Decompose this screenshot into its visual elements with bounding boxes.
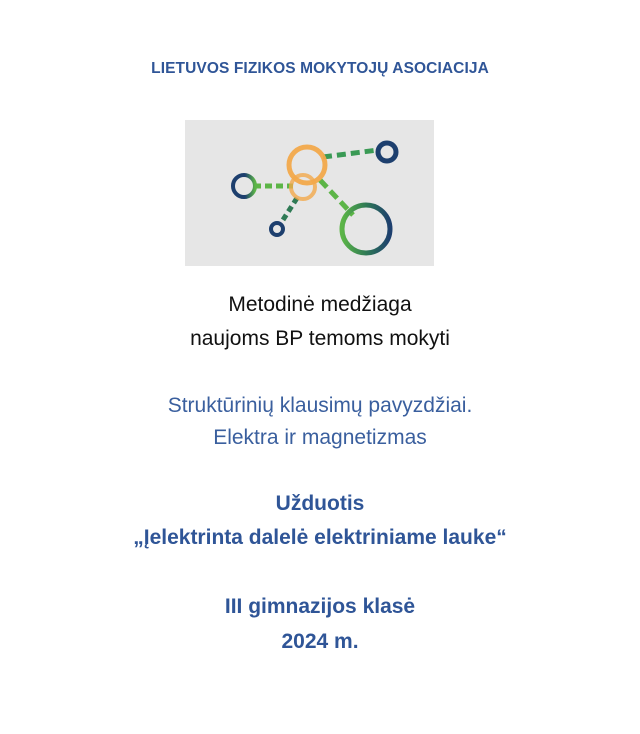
organization-heading: LIETUVOS FIZIKOS MOKYTOJŲ ASOCIACIJA [151,60,489,77]
molecule-network-logo [185,120,434,266]
subtitle-line-1: Struktūrinių klausimų pavyzdžiai. [167,394,473,417]
task-label: Užduotis [275,492,365,515]
title-line-1: Metodinė medžiaga [228,293,412,316]
grade-level: III gimnazijos klasė [224,595,416,618]
molecule-logo-icon [185,120,434,266]
subtitle-line-2: Elektra ir magnetizmas [213,426,427,449]
year: 2024 m. [281,630,359,653]
title-line-2: naujoms BP temoms mokyti [190,327,450,350]
task-title: „Įelektrinta dalelė elektriniame lauke“ [133,526,507,549]
